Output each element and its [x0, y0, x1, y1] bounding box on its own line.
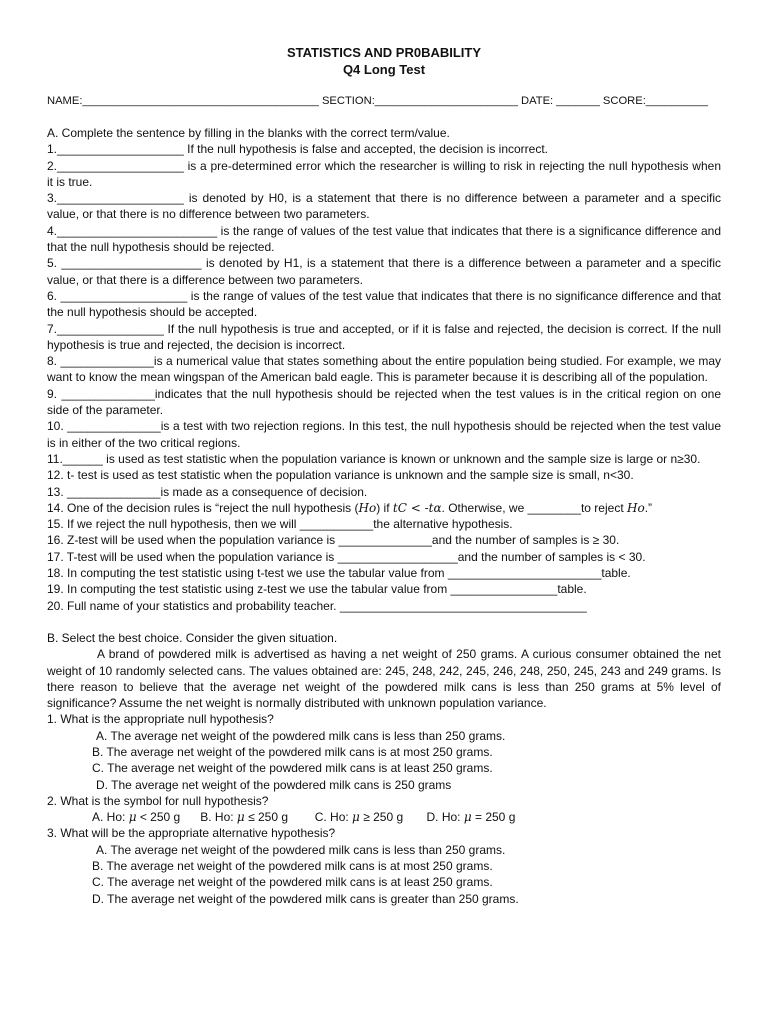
section-a-item-14: [47, 500, 721, 516]
q2-option-c: C. Ho: μ ≥ 250 g: [314, 810, 404, 825]
section-a-item: 2.___________________ is a pre-determined error which the researcher is willing to risk in rejecting the null hypothesis when it is true.: [47, 158, 721, 189]
section-a: [47, 125, 721, 614]
decision-rule-expression: tC < -tα: [392, 500, 442, 515]
section-a-item: 18. In computing the test statistic using t-test we use the tabular value from _______________________table.: [47, 566, 631, 581]
q1-option-c: C. The average net weight of the powdered milk cans is at least 250 grams.: [92, 761, 493, 776]
q3-option-b: B. The average net weight of the powdered milk cans is at most 250 grams.: [92, 859, 493, 874]
document-subtitle: Q4 Long Test: [342, 62, 426, 77]
section-a-item: 4.________________________ is the range of values of the test value that indicates that there is a significance difference and that the null hypothesis should be rejected.: [47, 223, 721, 255]
null-hypothesis-symbol: Ho: [358, 500, 377, 515]
item14-text: . Otherwise, we ________to reject: [441, 500, 627, 515]
q1-option-b: B. The average net weight of the powdered milk cans is at most 250 grams.: [92, 744, 493, 759]
null-hypothesis-symbol: Ho: [626, 500, 645, 515]
item14-text: .”: [644, 500, 653, 515]
section-a-item: 1.___________________ If the null hypothesis is false and accepted, the decision is incorrect.: [47, 142, 549, 157]
item14-text: 14. One of the decision rules is “reject the null hypothesis (: [47, 500, 359, 515]
section-a-item: 19. In computing the test statistic using z-test we use the tabular value from ________________table.: [47, 582, 587, 597]
q1-option-a: A. The average net weight of the powdered milk cans is less than 250 grams.: [96, 728, 506, 743]
section-b: [47, 630, 721, 907]
section-a-instruction: A. Complete the sentence by filling in the blanks with the correct term/value.: [47, 126, 450, 140]
mu-symbol: μ: [128, 810, 137, 825]
section-a-item: 10. ______________is a test with two rejection regions. In this test, the null hypothesis should be rejected when the test value is in either of the two critical regions.: [47, 419, 721, 450]
section-a-item: 9. ______________indicates that the null hypothesis should be rejected when the test values is in the critical region on one side of the parameter.: [47, 386, 721, 418]
question-2: 2. What is the symbol for null hypothesis?: [47, 793, 269, 808]
document-title: STATISTICS AND PR0BABILITY: [286, 45, 482, 60]
section-a-item: 16. Z-test will be used when the population variance is ______________and the number of samples is ≥ 30.: [47, 533, 620, 548]
q2-option-d: D. Ho: μ = 250 g: [426, 810, 516, 825]
section-a-item: 15. If we reject the null hypothesis, then we will ___________the alternative hypothesis.: [47, 517, 513, 532]
q2-options-row: [47, 809, 721, 825]
q3-option-c: C. The average net weight of the powdered milk cans is at least 250 grams.: [92, 875, 493, 890]
section-b-instruction: B. Select the best choice. Consider the given situation.: [47, 630, 338, 645]
q3-option-d: D. The average net weight of the powdered milk cans is greater than 250 grams.: [92, 891, 519, 906]
section-a-item: 12. t- test is used as test statistic when the population variance is unknown and the sample size is small, n<30.: [47, 468, 634, 483]
section-a-item: 13. ______________is made as a consequence of decision.: [47, 484, 368, 499]
mu-symbol: μ: [352, 810, 360, 825]
mu-symbol: μ: [236, 810, 245, 825]
question-3: 3. What will be the appropriate alternative hypothesis?: [47, 826, 336, 841]
section-a-item: 20. Full name of your statistics and probability teacher. _____________________________________: [47, 598, 587, 613]
student-info-line: NAME:______________________________________ SECTION:_______________________ DATE: _______ SCORE:__________: [47, 95, 709, 107]
q2-option-a: A. Ho: μ < 250 g: [92, 810, 181, 825]
section-a-item: 3.___________________ is denoted by H0, is a statement that there is no difference between a parameter and a specific value, or that there is no difference between two parameters.: [47, 191, 721, 222]
item14-text: ) if: [376, 500, 393, 515]
section-a-item: 17. T-test will be used when the population variance is __________________and the number of samples is < 30.: [47, 549, 646, 564]
situation-paragraph: A brand of powdered milk is advertised as having a net weight of 250 grams. A curious consumer obtained the net weight of 10 randomly selected cans. The values obtained are: 245, 248, 242, 245, 246, 248, 250, 245, 243 and 249 grams. Is there reason to believe that the average net weight of the powdered milk cans is less than 250 grams at 5% level of significance? Assume the net weight is normally distributed with unknown population variance.: [47, 647, 721, 711]
section-a-item: 11.______ is used as test statistic when the population variance is known or unknown and the sample size is large or n≥30.: [47, 451, 701, 466]
section-a-item: 7.________________ If the null hypothesis is true and accepted, or if it is false and rejected, the decision is correct. If the null hypothesis is true and rejected, the decision is incorrect.: [47, 321, 721, 352]
section-a-item: 5. _____________________ is denoted by H1, is a statement that there is a difference between a parameter and a specific value, or that there is a difference between two parameters.: [47, 256, 721, 287]
q2-option-b: B. Ho: μ ≤ 250 g: [200, 810, 289, 825]
question-1: 1. What is the appropriate null hypothesis?: [47, 712, 274, 727]
q1-option-d: D. The average net weight of the powdered milk cans is 250 grams: [96, 777, 452, 792]
section-a-item: 8. ______________is a numerical value that states something about the entire population being studied. For example, we may want to know the mean wingspan of the American bald eagle. This is parameter because it is describing all of the population.: [47, 354, 721, 385]
section-a-item: 6. ___________________ is the range of values of the test value that indicates that there is no significance difference and that the null hypothesis should be accepted.: [47, 288, 721, 320]
mu-symbol: μ: [463, 810, 472, 825]
q3-option-a: A. The average net weight of the powdered milk cans is less than 250 grams.: [96, 842, 506, 857]
